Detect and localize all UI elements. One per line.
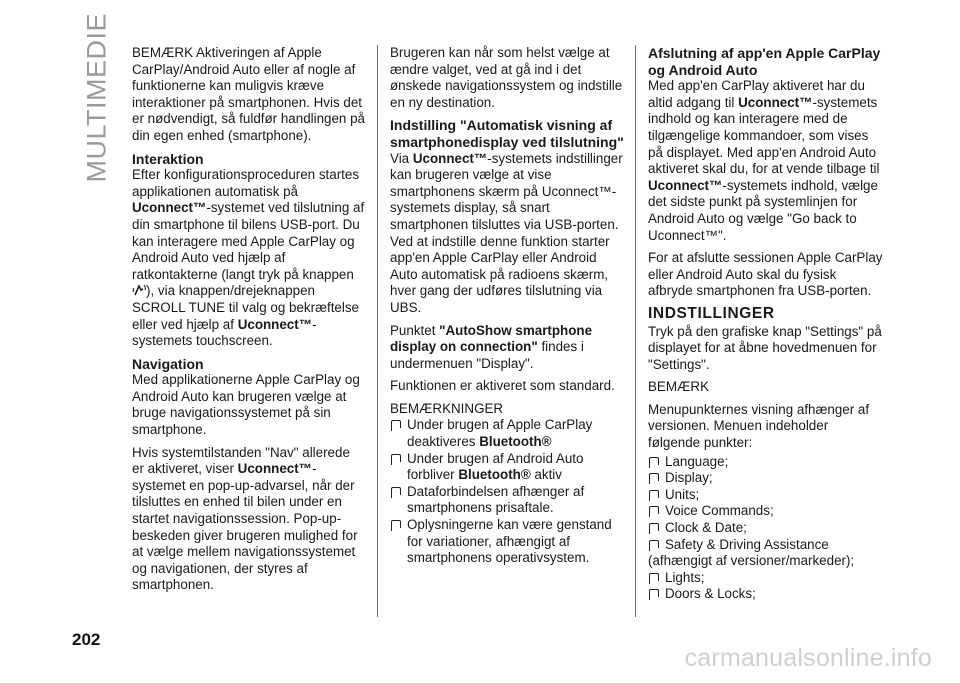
section-side-title <box>81 12 112 183</box>
column-divider <box>635 45 636 617</box>
paragraph: Punktet "AutoShow smartphone display on connection" findes i undermenuen "Display". <box>390 322 593 371</box>
list-item-continuation: (afhængigt af versioner/markeder); <box>648 553 855 569</box>
section-title-text: MULTIMEDIE <box>81 12 112 183</box>
column-divider <box>377 45 378 617</box>
paragraph: Brugeren kan når som helst vælge at ændre valget, ved at gå ind i det ønskede navigationssystem og indstille en ny destination. <box>390 45 623 110</box>
list-item: Safety & Driving Assistance <box>648 537 883 554</box>
list-item: Lights; <box>648 570 883 587</box>
list-item: Under brugen af Apple CarPlay deaktiveres Bluetooth® <box>390 417 624 450</box>
paragraph: Funktionen er aktiveret som standard. <box>390 378 615 394</box>
paragraph: Menupunkternes visning afhænger af versionen. Menuen indeholder følgende punkter: <box>648 401 870 451</box>
list-item: Language; <box>648 454 883 471</box>
paragraph: BEMÆRK Aktiveringen af Apple CarPlay/Android Auto eller af nogle af funktionerne kan muligvis kræve interaktioner på smartphonen. Hvis det er nødvendigt, så fuldfør handlingen på din egen enhed (smartphone). <box>132 45 365 143</box>
paragraph: For at afslutte sessionen Apple CarPlay eller Android Auto skal du fysisk afbryde smartphonen fra USB-porten. <box>648 250 883 299</box>
heading-navigation: Navigation <box>132 355 204 372</box>
heading-autoshow: Indstilling "Automatisk visning af smartphonedisplay ved tilslutning" <box>390 117 624 150</box>
notes-title: BEMÆRKNINGER <box>390 400 504 416</box>
watermark: carmanualsonline.info <box>684 644 932 672</box>
heading-interaktion: Interaktion <box>132 150 204 167</box>
paragraph: Med applikationerne Apple CarPlay og Android Auto kan brugeren vælge at bruge navigationssystemet på sin smartphone. <box>132 372 360 438</box>
list-item: Voice Commands; <box>648 503 883 520</box>
list-item: Dataforbindelsen afhænger af smartphonens prisaftale. <box>390 484 624 517</box>
heading-indstillinger: INDSTILLINGER <box>648 304 775 322</box>
list-item: Under brugen af Android Auto forbliver Bluetooth® aktiv <box>390 451 624 484</box>
page-number: 202 <box>72 630 101 649</box>
column-3 <box>648 45 883 603</box>
paragraph: Med app'en CarPlay aktiveret har du altid adgang til Uconnect™-systemets indhold og kan interagere med de tilgængelige kommandoer, som vises på displayet. Med app'en Android Auto aktiveret skal du, for at vende tilbage til Uconnect™-systemets indhold, vælge det sidste punkt på systemlinjen for Android Auto og vælge "Go back to Uconnect™". <box>648 78 880 243</box>
paragraph: Via Uconnect™-systemets indstillinger kan brugeren vælge at vise smartphonens skærm på Uconnect™-systemets display, så snart smartphonen tilsluttes via USB-porten. Ved at indstille denne funktion starter app'en Apple CarPlay eller Android Auto automatisk på radioens skærm, hver gang der udføres tilslutning via UBS. <box>390 150 623 315</box>
paragraph: Efter konfigurationsproceduren startes applikationen automatisk på Uconnect™-systemet ved tilslutning af din smartphone til bilens USB-port. Du kan interagere med Apple CarPlay og Android Auto ved hjælp af ratkontakterne (langt tryk på knappen ), via knappen/drejeknappen SCROLL TUNE til valg og bekræftelse eller ved hjælp af Uconnect™-systemets touchscreen. <box>132 167 365 349</box>
paragraph: Hvis systemtilstanden "Nav" allerede er aktiveret, viser Uconnect™-systemet en pop-up-advarsel, når der tilsluttes en enhed til bilen under en startet navigationssession. Pop-up-beskeden giver brugeren mulighed for at vælge mellem navigationssystemet og navigationen, der styres af smartphonen. <box>132 444 358 593</box>
column-2 <box>390 45 624 567</box>
list-item: Doors & Locks; <box>648 586 883 603</box>
paragraph: BEMÆRK <box>648 379 710 395</box>
heading-afslutning: Afslutning af app'en Apple CarPlay og Android Auto <box>648 45 881 78</box>
list-item: Display; <box>648 470 883 487</box>
paragraph: Tryk på den grafiske knap "Settings" på displayet for at åbne hovedmenuen for "Settings". <box>648 323 882 372</box>
list-item: Oplysningerne kan være genstand for variationer, afhængigt af smartphonens operativsystem. <box>390 517 624 567</box>
column-1 <box>132 45 365 600</box>
list-item: Units; <box>648 487 883 504</box>
list-item: Clock & Date; <box>648 520 883 537</box>
voice-command-icon <box>132 283 146 297</box>
